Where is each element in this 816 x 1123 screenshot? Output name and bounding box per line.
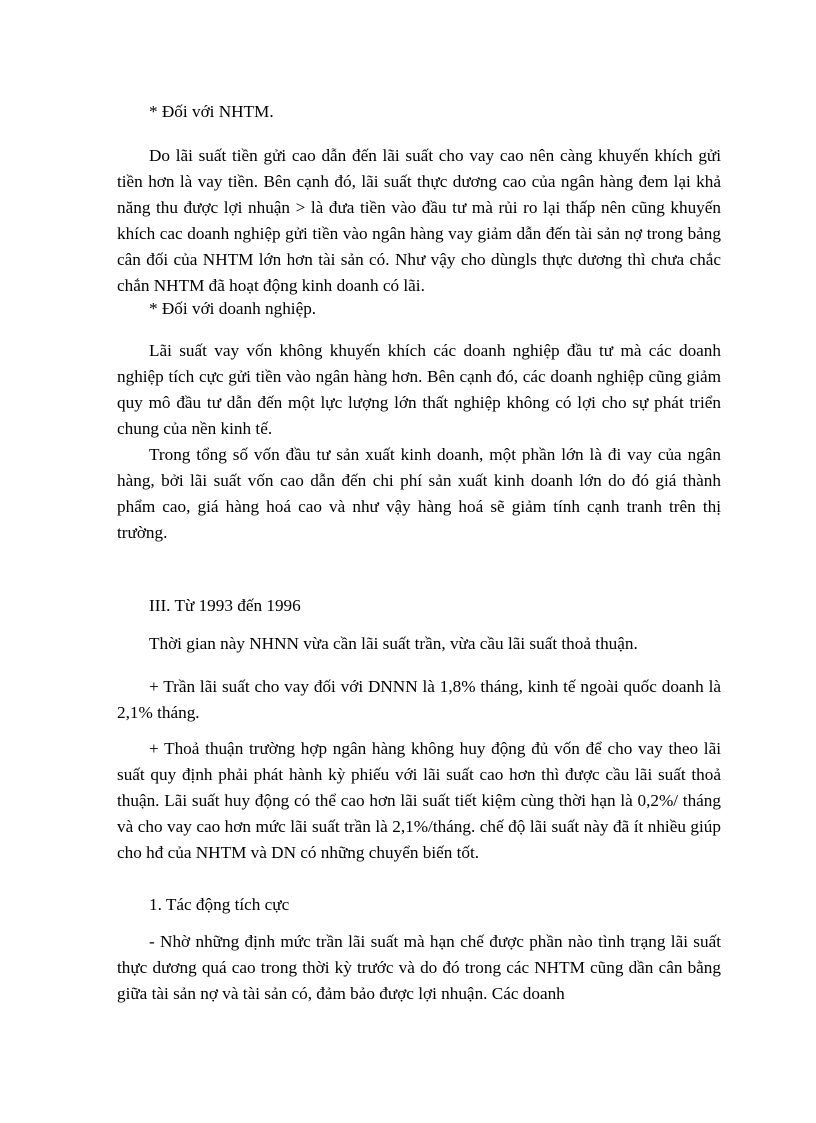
section-heading-doanh-nghiep: * Đối với doanh nghiệp. <box>149 299 317 318</box>
paragraph-nhnn: Thời gian này NHNN vừa cần lãi suất trần, vừa cầu lãi suất thoả thuận. <box>149 634 638 653</box>
section-heading-nhtm: * Đối với NHTM. <box>149 102 274 121</box>
paragraph-von-dau-tu: Trong tổng số vốn đầu tư sản xuất kinh doanh, một phần lớn là đi vay của ngân hàng, bởi lãi suất vốn cao dẫn đến chi phí sản xuất kinh doanh lớn do đó giá thành phẩm cao, giá hàng hoá cao và như vậy hàng hoá sẽ giảm tính cạnh tranh trên thị trường. <box>117 445 721 542</box>
paragraph-thoa-thuan: + Thoả thuận trường hợp ngân hàng không huy động đủ vốn để cho vay theo lãi suất quy định phải phát hành kỳ phiếu với lãi suất cao hơn thì được cầu lãi suất thoả thuận. Lãi suất huy động có thể cao hơn lãi suất tiết kiệm cùng thời hạn là 0,2%/ tháng và cho vay cao hơn mức lãi suất trần là 2,1%/tháng. chế độ lãi suất này đã ít nhiều giúp cho hđ của NHTM và DN có những chuyển biến tốt. <box>117 739 721 862</box>
section-heading-iii: III. Từ 1993 đến 1996 <box>149 596 301 615</box>
paragraph-tran-lai-suat: + Trần lãi suất cho vay đối với DNNN là 1,8% tháng, kinh tế ngoài quốc doanh là 2,1% tháng. <box>117 677 721 722</box>
paragraph-nhtm: Do lãi suất tiền gửi cao dẫn đến lãi suất cho vay cao nên càng khuyến khích gửi tiền hơn là vay tiền. Bên cạnh đó, lãi suất thực dương cao của ngân hàng đem lại khả năng thu được lợi nhuận > là đưa tiền vào đầu tư mà rủi ro lại thấp nên cũng khuyến khích cac doanh nghiệp gửi tiền vào ngân hàng vay giảm dẫn đến tài sản nợ trong bảng cân đối của NHTM lớn hơn tài sản có. Như vậy cho dùngls thực dương thì chưa chắc chắn NHTM đã hoạt động kinh doanh có lãi. <box>117 146 721 295</box>
paragraph-tac-dong: - Nhờ những định mức trần lãi suất mà hạn chế được phần nào tình trạng lãi suất thực dương quá cao trong thời kỳ trước và do đó trong các NHTM cũng dần cân bằng giữa tài sản nợ và tài sản có, đảm bảo được lợi nhuận. Các doanh <box>117 932 721 1003</box>
paragraph-doanh-nghiep: Lãi suất vay vốn không khuyến khích các doanh nghiệp đầu tư mà các doanh nghiệp tích cực gửi tiền vào ngân hàng hơn. Bên cạnh đó, các doanh nghiệp cũng giảm quy mô đầu tư dẫn đến một lực lượng lớn thất nghiệp không có lợi cho sự phát triển chung của nền kinh tế. <box>117 341 721 438</box>
section-heading-tac-dong-tich-cuc: 1. Tác động tích cực <box>149 895 290 914</box>
